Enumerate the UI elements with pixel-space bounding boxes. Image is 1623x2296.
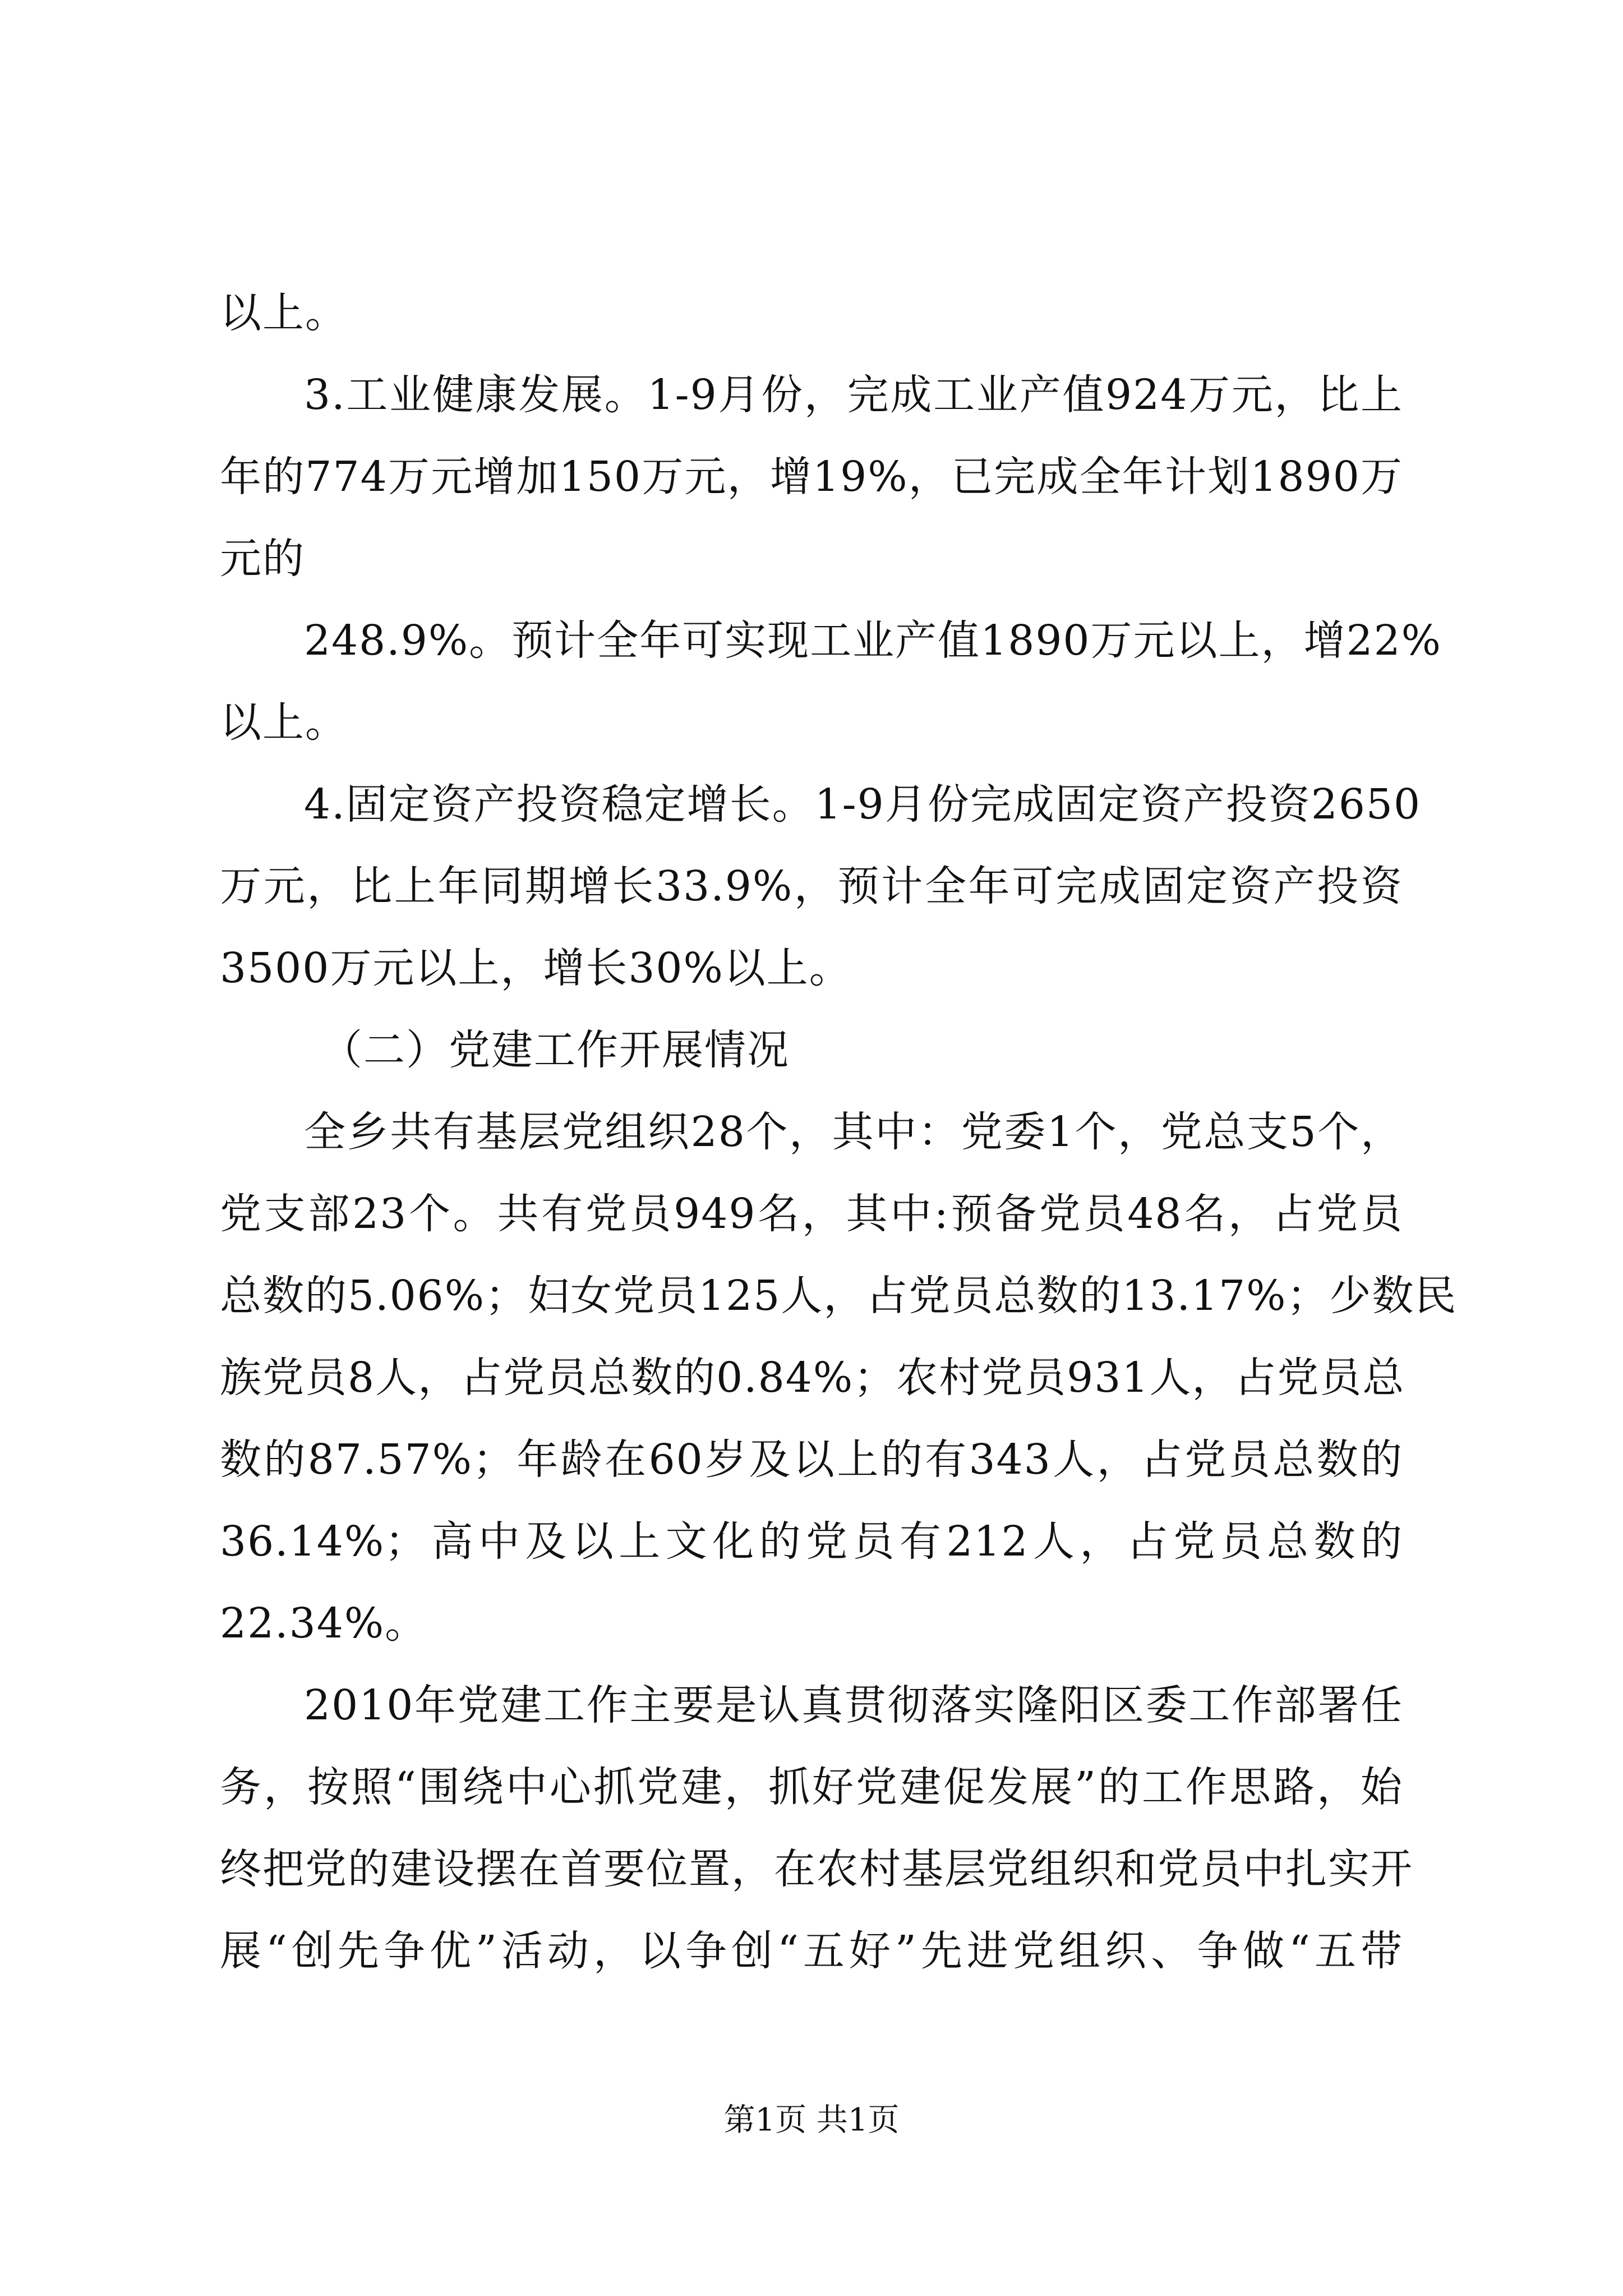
text-line: 3.工业健康发展。1-9月份，完成工业产值924万元，比上 <box>304 371 1403 419</box>
text-line: 以上。 <box>220 289 348 337</box>
text-line: 4.固定资产投资稳定增长。1-9月份完成固定资产投资2650 <box>304 780 1422 829</box>
section-heading: （二）党建工作开展情况 <box>321 1026 790 1074</box>
text-line: 党支部23个。共有党员949名，其中:预备党员48名，占党员 <box>220 1190 1403 1238</box>
text-line: 数的87.57%；年龄在60岁及以上的有343人，占党员总数的 <box>220 1435 1403 1484</box>
text-line: 248.9%。预计全年可实现工业产值1890万元以上，增22% <box>304 616 1442 665</box>
page-footer: 第1页 共1页 <box>723 2102 900 2138</box>
text-line: 总数的5.06%；妇女党员125人，占党员总数的13.17%；少数民 <box>220 1272 1458 1320</box>
text-line: 36.14%；高中及以上文化的党员有212人，占党员总数的 <box>220 1517 1403 1566</box>
text-line: 2010年党建工作主要是认真贯彻落实隆阳区委工作部署任 <box>304 1681 1403 1729</box>
text-line: 族党员8人，占党员总数的0.84%；农村党员931人，占党员总 <box>220 1354 1405 1402</box>
text-line: 终把党的建设摆在首要位置，在农村基层党组织和党员中扎实开 <box>220 1845 1413 1893</box>
text-line: 22.34%。 <box>220 1599 428 1648</box>
text-line: 全乡共有基层党组织28个，其中：党委1个，党总支5个， <box>304 1108 1403 1156</box>
text-line: 以上。 <box>220 698 348 747</box>
text-line: 展“创先争优”活动，以争创“五好”先进党组织、争做“五带 <box>220 1927 1403 1975</box>
text-line: 元的 <box>220 535 305 583</box>
text-line: 务，按照“围绕中心抓党建，抓好党建促发展”的工作思路，始 <box>220 1763 1403 1811</box>
text-line: 年的774万元增加150万元，增19%，已完成全年计划1890万 <box>220 453 1403 501</box>
text-line: 万元，比上年同期增长33.9%，预计全年可完成固定资产投资 <box>220 862 1403 910</box>
document-body <box>220 272 1458 1992</box>
text-line: 3500万元以上，增长30%以上。 <box>220 944 852 992</box>
